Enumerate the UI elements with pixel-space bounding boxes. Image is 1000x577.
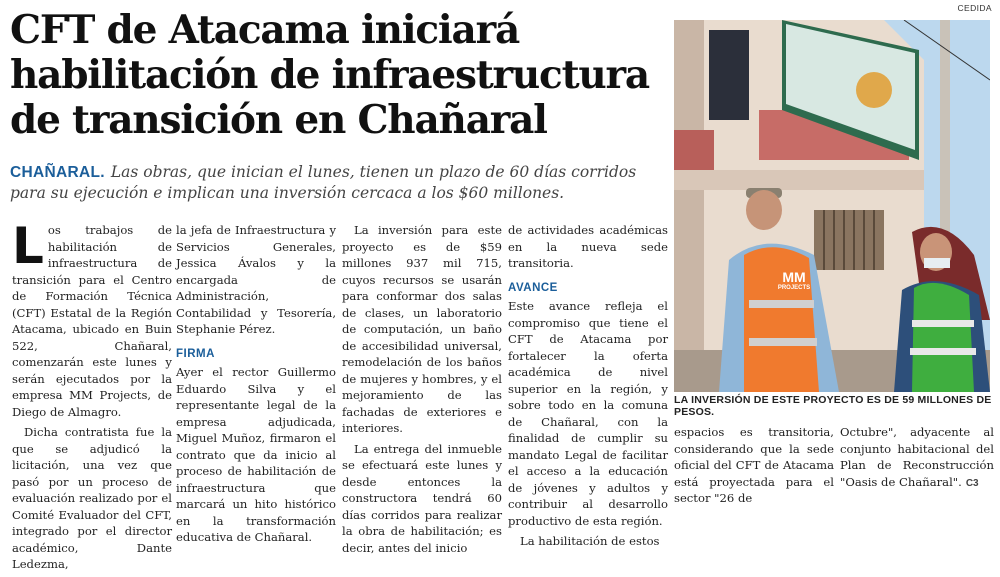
- body-paragraph: os trabajos de habilitación de infraestructura de transición para el Centro de Formación Técnica (CFT) Estatal de la Región Atacama, ubicado en Buin 522, Chañaral, comenzarán este lunes y serán ejecutados por la empresa MM Projects, de Diego de Almagro.: [12, 223, 172, 419]
- subheading: FIRMA: [176, 347, 215, 360]
- headline: [10, 8, 670, 143]
- body-paragraph: La habilitación de estos: [520, 534, 660, 548]
- headline-line: CFT de Atacama iniciará: [10, 7, 520, 53]
- vest-logo: [769, 270, 819, 292]
- body-paragraph: Este avance refleja el compromiso que tiene el CFT de Atacama por fortalecer la oferta académica de nivel superior en la región, y sobre todo en la comuna de Chañaral, con la finalidad de cumplir su mandato Legal de facilitar el acceso a la educación de jóvenes y adultos y contribuir al desarrollo productivo de esta región.: [508, 299, 668, 528]
- photo-caption: LA INVERSIÓN DE ESTE PROYECTO ES DE 59 MILLONES DE PESOS.: [674, 394, 992, 418]
- end-mark: C3: [965, 477, 979, 489]
- article-column-3: [342, 222, 502, 560]
- body-paragraph: Octubre", adyacente al conjunto habitacional del Plan de Reconstrucción "Oasis de Chañaral".: [840, 425, 994, 489]
- article-column-2: [176, 222, 336, 550]
- body-paragraph: Dicha contratista fue la que se adjudicó la licitación, una vez que pasó por un proceso de evaluación realizado por el Comité Evaluador del CFT, integrado por el director académico, Dante Ledezma,: [12, 425, 172, 571]
- article-continuation-1: [674, 424, 834, 507]
- headline-line: habilitación de infraestructura: [10, 52, 649, 98]
- article-photo: [674, 20, 990, 392]
- dateline: CHAÑARAL.: [10, 164, 105, 181]
- body-paragraph: la jefa de Infraestructura y Servicios Generales, Jessica Ávalos y la encargada de Administración, Contabilidad y Tesorería, Stephanie Pérez.: [176, 223, 336, 336]
- vest-logo-mark: MM: [782, 269, 806, 285]
- body-paragraph: Ayer el rector Guillermo Eduardo Silva y el representante legal de la empresa adjudicada, Miguel Muñoz, firmaron el contrato que da inicio al proceso de habilitación de infraestructura que marcará un hito histórico en la transformación educativa de Chañaral.: [176, 365, 336, 544]
- body-paragraph: La entrega del inmueble se efectuará este lunes y desde entonces la constructora tendrá 60 días corridos para realizar la obra de habilitación; es decir, antes del inicio: [342, 441, 502, 555]
- photo-credit: CEDIDA: [957, 3, 992, 13]
- article-continuation-2: [840, 424, 994, 492]
- subheading: AVANCE: [508, 281, 558, 294]
- headline-line: de transición en Chañaral: [10, 97, 547, 143]
- photo-illustration: [674, 20, 990, 392]
- vest-logo-text: PROJECTS: [777, 285, 811, 291]
- drop-cap: L: [12, 217, 44, 275]
- body-paragraph: de actividades académicas en la nueva sede transitoria.: [508, 223, 668, 270]
- body-paragraph: espacios es transitoria, considerando que la sede oficial del CFT de Atacama está proyectada para el sector "26 de: [674, 425, 834, 505]
- body-paragraph: La inversión para este proyecto es de $59 millones 937 mil 715, cuyos recursos se usarán para conformar dos salas de clases, un laboratorio de computación, un baño de accesibilidad universal, remodelación de los baños de mujeres y hombres, y el mejoramiento de las fachadas de exteriores e interiores.: [342, 223, 502, 435]
- lead-text: Las obras, que inician el lunes, tienen un plazo de 60 días corridos para su ejecución e implican una inversión cercaca a los $60 millones.: [10, 163, 637, 202]
- lead-paragraph: [10, 162, 670, 204]
- article-column-4: [508, 222, 668, 554]
- article-column-1: [12, 217, 172, 577]
